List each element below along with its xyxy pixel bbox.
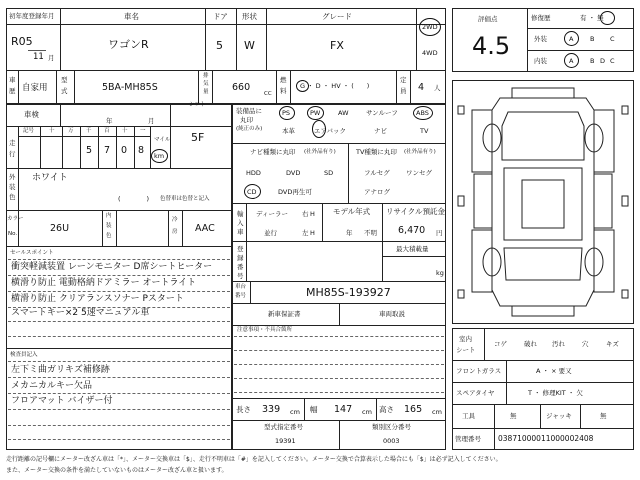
capacity-label-1: 定	[400, 76, 407, 84]
model-code: 5BA-MH85S	[102, 82, 158, 93]
mgmt-value: 03871000011000002408	[498, 434, 594, 443]
inspector-label: 検査員記入	[10, 352, 38, 358]
recycle-value: 6,470	[398, 225, 426, 236]
body-shape: W	[244, 39, 255, 52]
odo-digit-3: 8	[138, 145, 145, 156]
import-parallel: 並行	[264, 229, 277, 237]
navi-title: ナビ種類に丸印	[250, 148, 296, 156]
fuel-label-2: 料	[280, 87, 287, 95]
warranty-record: 車両取説	[379, 310, 405, 318]
equip-sunroof: サンルーフ	[366, 109, 398, 117]
odo-col-2: 万	[68, 128, 74, 134]
seat-scratch: キズ	[606, 340, 619, 348]
color-side-1: 外	[9, 173, 16, 181]
door-count: 5	[216, 39, 223, 52]
model-year-unit: 年	[346, 229, 353, 237]
reg-date-header: 初年度登録年月	[9, 12, 55, 20]
navi-dvd-play: DVD再生可	[278, 188, 312, 196]
grade-value: FX	[330, 39, 344, 52]
inspection-label: 車検	[24, 110, 39, 119]
capacity-unit: 人	[434, 84, 441, 92]
import-label-3: 車	[237, 228, 244, 236]
navi-cd: CD	[247, 188, 257, 196]
odo-digit-1: 7	[104, 145, 111, 156]
load-unit: kg	[436, 269, 444, 277]
width-label: 幅	[310, 405, 318, 414]
capacity-label-2: 員	[400, 87, 407, 95]
reg-era: R05	[11, 35, 33, 48]
model-year-label: モデル年式	[333, 207, 371, 216]
import-dealer: ディーラー	[256, 210, 288, 218]
int-grade-b: B	[590, 57, 595, 65]
odo-col-4: 百	[104, 128, 110, 134]
odo-digit-2: 0	[121, 145, 128, 156]
equip-title-3: (純正のみ)	[236, 126, 263, 132]
repair-circle	[600, 11, 615, 25]
model-label-2: 式	[61, 87, 68, 95]
door-header: ドア	[213, 12, 228, 21]
footer-line-1: 走行距離の記号欄にメーター改ざん車は「*」、メーター交換車は「$」、走行不明車は「#」を記入してください。メーター交換で合算表示した場合にも「$」は必ず記入してください。	[6, 456, 502, 463]
grade-header: グレード	[322, 12, 352, 21]
navi-sub: (社外品有り)	[304, 149, 336, 155]
shape-header: 形状	[242, 12, 257, 21]
glass-label: フロントガラス	[456, 367, 502, 375]
int-grade-a: A	[569, 57, 574, 65]
model-label-1: 型	[61, 76, 68, 84]
equip-navi: ナビ	[374, 127, 387, 135]
disp-unit: CC	[264, 91, 272, 97]
vin-value: MH85S-193927	[306, 286, 391, 299]
seat-hole: 穴	[582, 340, 589, 348]
reg-month: 11	[33, 52, 44, 62]
odo-col-0: 記号	[23, 128, 35, 134]
seat-label-1: 室内	[459, 335, 472, 343]
score-value: 4.5	[472, 32, 511, 60]
capacity: 4	[418, 82, 425, 93]
regno-label-1: 登	[237, 245, 244, 253]
import-label-2: 入	[237, 219, 244, 227]
odo-digit-0: 5	[86, 145, 93, 156]
reg-month-unit: 月	[48, 54, 55, 62]
odo-col-6: 一	[140, 128, 146, 134]
ext-grade-a: A	[569, 35, 574, 43]
length-label: 長さ	[236, 405, 251, 414]
int-grade-c: C	[610, 57, 615, 65]
sales-line-0: 衝突軽減装置 レーンモニター D席シートヒーター	[11, 262, 213, 272]
odo-km: km	[154, 152, 165, 160]
inspector-line-2: フロアマット バイザー付	[11, 396, 113, 406]
disp-label-3: 量	[203, 89, 209, 95]
warranty-manual: 新車保証書	[268, 310, 301, 318]
interior-score-label: 内装	[534, 57, 547, 65]
repair-value: 有 ・ 無	[580, 14, 604, 22]
regno-label-2: 録	[237, 254, 244, 262]
ac-label-2: 房	[172, 229, 178, 235]
seat-stain: 汚れ	[552, 340, 565, 348]
sales-line-2: 横滑り防止 クリアランスソナー Pスタート	[11, 294, 184, 304]
footer-line-2: また、メーター交換の条件を満たしていないものはメーター改ざん車と扱います。	[6, 467, 228, 474]
equip-pw: PW	[310, 109, 321, 117]
inspection-month: 月	[148, 117, 155, 125]
navi-dvd: DVD	[286, 169, 301, 177]
interior-label-1: 内	[106, 213, 112, 219]
odo-col-1: 十	[49, 128, 55, 134]
drive-4wd: 4WD	[422, 49, 438, 57]
sales-line-1: 横滑り防止 電動格納ドアミラー オートライト	[11, 278, 197, 288]
height-label: 高さ	[379, 405, 394, 414]
tools-value: 無	[510, 412, 517, 420]
tools-label: 工具	[462, 412, 475, 420]
equip-title-1: 装備品に	[236, 107, 262, 115]
mgmt-label: 管理番号	[455, 435, 481, 443]
model-no-label: 型式指定番号	[264, 423, 303, 431]
recycle-unit: 円	[436, 229, 443, 237]
color-no: 26U	[50, 223, 70, 234]
fuel-label-1: 燃	[280, 76, 287, 84]
shift-label: シフト	[189, 102, 206, 108]
tv-title: TV種類に丸印	[356, 148, 397, 156]
disp-label-1: 排	[203, 73, 209, 79]
equip-title-2: 丸印	[240, 116, 253, 124]
load-label: 最大積載量	[396, 245, 429, 253]
fuel-options: G ・ D ・ HV ・ ( )	[300, 82, 370, 90]
import-right-h: H	[310, 210, 315, 218]
jack-value: 無	[600, 412, 607, 420]
height-unit: cm	[432, 408, 442, 416]
ac-value: AAC	[195, 223, 215, 234]
seat-label-2: シート	[456, 346, 476, 354]
sales-line-3: スマートキー×2 5速マニュアル車	[11, 308, 150, 318]
inspector-line-0: 左下ミ曲ガリキズ補修跡	[11, 365, 110, 375]
navi-sd: SD	[324, 169, 334, 177]
displacement: 660	[232, 82, 251, 93]
drive-2wd: 2WD	[422, 23, 438, 31]
color-no-label-2: No.	[8, 231, 18, 237]
equip-abs: ABS	[416, 109, 429, 117]
tv-fullseg: フルセグ	[364, 169, 390, 177]
score-label: 評価点	[478, 15, 498, 23]
ac-label-1: 冷	[172, 217, 178, 223]
spare-label: スペアタイヤ	[456, 389, 495, 397]
car-body-diagram	[452, 80, 634, 324]
inspection-year: 年	[106, 117, 113, 125]
class-no-label: 類別区分番号	[372, 423, 411, 431]
odo-side-2: 行	[9, 150, 16, 158]
inspector-line-1: メカニカルキー欠品	[11, 381, 93, 391]
ext-grade-c: C	[610, 35, 615, 43]
seat-tear: 破れ	[524, 340, 537, 348]
history-label-1: 車	[9, 76, 16, 84]
seat-burn: コゲ	[494, 340, 507, 348]
vin-label-1: 車台	[235, 284, 247, 290]
car-name-header: 車名	[124, 12, 139, 21]
import-label-1: 輸	[237, 210, 244, 218]
model-no-value: 19391	[275, 437, 296, 445]
equip-tv: TV	[420, 127, 429, 135]
color-side-3: 色	[9, 193, 16, 201]
exterior-label: 外装	[534, 35, 547, 43]
odo-side-1: 走	[9, 139, 16, 147]
odo-col-5: 十	[122, 128, 128, 134]
import-left-h: H	[310, 229, 315, 237]
spare-values: T ・ 修理KIT ・ 欠	[528, 389, 583, 397]
model-year-unknown: 不明	[364, 229, 377, 237]
length-value: 339	[262, 404, 281, 415]
ext-grade-b: B	[590, 35, 595, 43]
length-unit: cm	[290, 408, 300, 416]
vin-label-2: 番号	[235, 293, 247, 299]
disp-label-2: 気	[203, 81, 209, 87]
odo-mile: マイル	[154, 137, 171, 143]
tv-analog: アナログ	[364, 188, 390, 196]
import-right: 右	[302, 210, 309, 218]
width-value: 147	[334, 404, 353, 415]
class-no-value: 0003	[383, 437, 400, 445]
height-value: 165	[404, 404, 423, 415]
tv-oneseg: ワンセグ	[406, 169, 432, 177]
recycle-label: リサイクル預託金	[386, 207, 445, 216]
equip-leather: 本革	[282, 127, 295, 135]
color-side-2: 装	[9, 183, 16, 191]
equip-airbag: エアバック	[314, 127, 346, 135]
equip-aw: AW	[338, 109, 349, 117]
interior-label-3: 色	[106, 233, 112, 239]
glass-values: A ・ × 要又	[536, 367, 572, 375]
navi-hdd: HDD	[246, 169, 261, 177]
exterior-color: ホワイト	[32, 173, 68, 183]
car-name: ワゴンR	[108, 38, 149, 51]
color-note: 色替車は色替と記入	[160, 196, 210, 202]
regno-label-4: 号	[237, 272, 244, 280]
width-unit: cm	[362, 408, 372, 416]
interior-label-2: 装	[106, 223, 112, 229]
tv-sub: (社外品有り)	[404, 149, 436, 155]
import-left: 左	[302, 229, 309, 237]
shift-value: 5F	[191, 131, 205, 144]
vehicle-main-table	[6, 8, 446, 104]
usage-value: 自家用	[22, 83, 48, 93]
caution-label: 注意事項・不具合箇所	[237, 327, 293, 333]
color-no-label-1: カラー	[7, 216, 24, 222]
sales-points-label: セールスポイント	[10, 250, 54, 256]
regno-label-3: 番	[237, 263, 244, 271]
int-grade-d: D	[600, 57, 606, 65]
color-paren: ( )	[118, 195, 150, 203]
odo-col-3: 千	[86, 128, 92, 134]
repair-label: 修復歴	[531, 14, 551, 22]
jack-label: ジャッキ	[546, 412, 572, 420]
equip-ps: PS	[282, 109, 291, 117]
history-label-2: 歴	[9, 87, 16, 95]
